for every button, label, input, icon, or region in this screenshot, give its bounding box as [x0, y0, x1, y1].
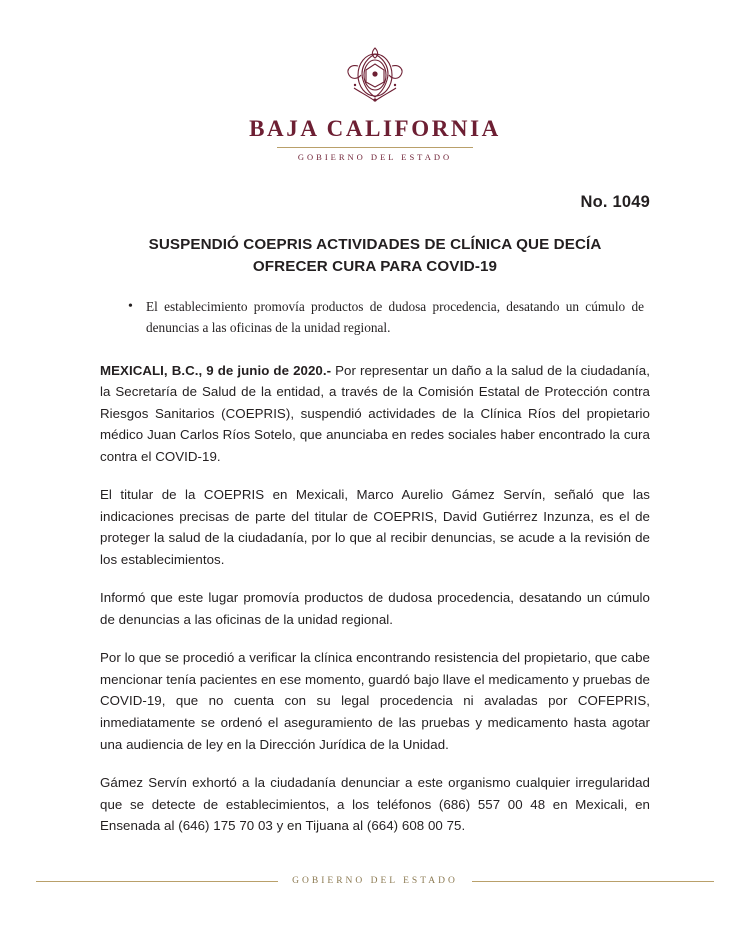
headline-line-2: OFRECER CURA PARA COVID-19 [252, 258, 498, 276]
document-footer [0, 876, 750, 918]
article-body [100, 360, 650, 837]
page-title [108, 234, 642, 278]
summary-bullet-list [100, 297, 650, 338]
paragraph-1-text: Por representar un daño a la salud de la ciudadanía, la Secretaría de Salud de la entidad, a través de la Comisión Estatal de Protección contra Riesgos Sanitarios (COEPRIS), suspendió actividades de la Clínica Ríos del propietario médico Juan Carlos Ríos Sotelo, que anunciaba en redes sociales haber encontrado la cura contra el COVID-19. [100, 362, 650, 464]
brand-divider [277, 147, 473, 148]
paragraph-1 [100, 360, 650, 468]
paragraph-3: Informó que este lugar promovía productos de dudosa procedencia, desatando un cúmulo de denuncias a las oficinas de la unidad regional. [100, 590, 650, 627]
paragraph-2: El titular de la COEPRIS en Mexicali, Marco Aurelio Gámez Servín, señaló que las indicaciones precisas de parte del titular de COEPRIS, David Gutiérrez Inzunza, es el de proteger la salud de la ciudadanía, por lo que al recibir denuncias, se acude a la revisión de los establecimientos. [100, 487, 650, 567]
footer-text: GOBIERNO DEL ESTADO [292, 876, 458, 886]
dateline: MEXICALI, B.C., 9 de junio de 2020.- [100, 362, 332, 378]
brand-subtitle: GOBIERNO DEL ESTADO [297, 152, 453, 163]
document-header [100, 0, 650, 162]
headline-line-1: SUSPENDIÓ COEPRIS ACTIVIDADES DE CLÍNICA QUE DECÍA [148, 236, 602, 254]
footer-divider-right [472, 881, 714, 882]
paragraph-4: Por lo que se procedió a verificar la clínica encontrando resistencia del propietario, que cabe mencionar tenía pacientes en ese momento, guardó bajo llave el medicamento y pruebas de COVID-19, que no cuenta con su legal procedencia ni avaladas por COFEPRIS, inmediatamente se ordenó el aseguramiento de las pruebas y medicamento hasta agotar una audiencia de ley en la Dirección Jurídica de la Unidad. [100, 650, 650, 752]
list-item: • El establecimiento promovía productos de dudosa procedencia, desatando un cúmulo de denuncias a las oficinas de la unidad regional. [100, 297, 650, 338]
bulletin-number: No. 1049 [580, 193, 650, 212]
brand-title: BAJA CALIFORNIA [249, 116, 501, 141]
paragraph-5: Gámez Servín exhortó a la ciudadanía denunciar a este organismo cualquier irregularidad que se detecte de establecimientos, a los teléfonos (686) 557 00 48 en Mexicali, en Ensenada al (646) 175 70 03 y en Tijuana al (664) 608 00 75. [100, 775, 650, 834]
footer-divider-left [36, 881, 278, 882]
baja-california-state-crest-icon [342, 44, 408, 106]
